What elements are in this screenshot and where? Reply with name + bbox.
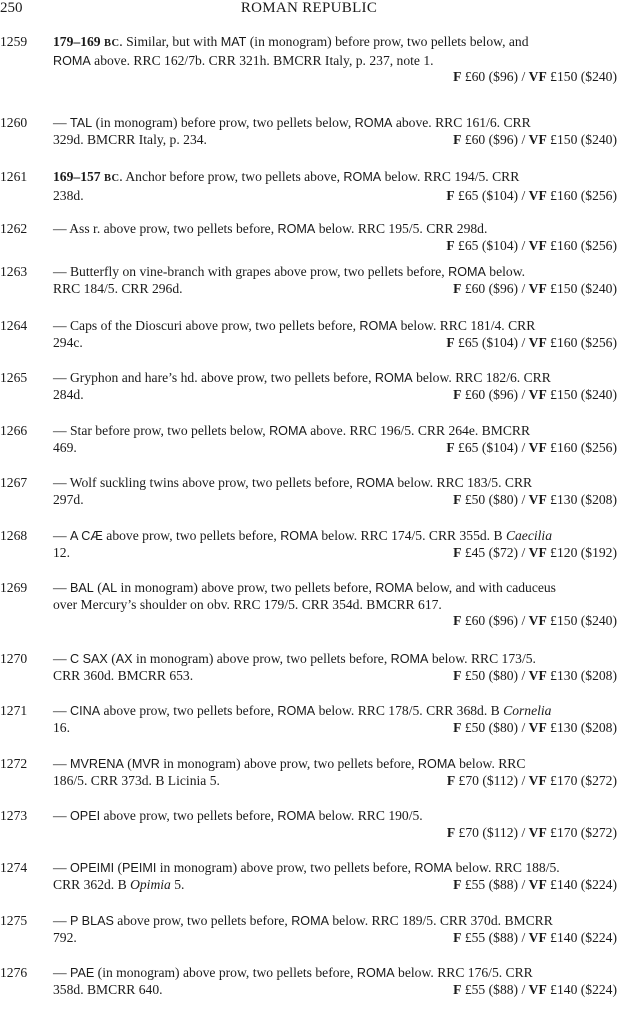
entry-description: 179–169 BC. Similar, but with MAT (in monogram) before prow, two pellets below, and ROMA above. RRC 162/7b. CRR 321h. BMCRR Italy, p. 237, note 1. F £60 ($96) / VF £150 ($240) xyxy=(53,34,617,84)
entry-number: 1263 xyxy=(0,264,28,279)
entry-number: 1274 xyxy=(0,860,28,875)
entry-description: — P BLAS above prow, two pellets before, ROMA below. RRC 189/5. CRR 370d. BMCRR 792. F £55 ($88) / VF £140 ($224) xyxy=(53,913,617,945)
entry-price: F £65 ($104) / VF £160 ($256) xyxy=(446,187,617,203)
entry-description: 169–157 BC. Anchor before prow, two pellets above, ROMA below. RRC 194/5. CRR 238d. F £65 ($104) / VF £160 ($256) xyxy=(53,169,617,203)
entry-number: 1268 xyxy=(0,528,28,543)
entry-number: 1262 xyxy=(0,221,28,236)
entry-price: F £55 ($88) / VF £140 ($224) xyxy=(453,876,617,892)
entry-price: F £50 ($80) / VF £130 ($208) xyxy=(453,491,617,507)
entry-number: 1265 xyxy=(0,370,28,385)
entry-number: 1264 xyxy=(0,318,28,333)
entry-description: — Ass r. above prow, two pellets before, ROMA below. RRC 195/5. CRR 298d. F £65 ($104) / VF £160 ($256) xyxy=(53,221,617,253)
entry-number: 1269 xyxy=(0,580,28,595)
entry-description: — OPEIMI (PEIMI in monogram) above prow, two pellets before, ROMA below. RRC 188/5. CRR 362d. B Opimia 5. F £55 ($88) / VF £140 ($224) xyxy=(53,860,617,892)
entry-description: — Caps of the Dioscuri above prow, two pellets before, ROMA below. RRC 181/4. CRR 294c. F £65 ($104) / VF £160 ($256) xyxy=(53,318,617,350)
entry-price: F £65 ($104) / VF £160 ($256) xyxy=(446,237,617,253)
entry-number: 1270 xyxy=(0,651,28,666)
entry-number: 1271 xyxy=(0,703,28,718)
entry-number: 1275 xyxy=(0,913,28,928)
page-number: 250 xyxy=(0,0,23,16)
entry-price: F £65 ($104) / VF £160 ($256) xyxy=(446,439,617,455)
entry-price: F £65 ($104) / VF £160 ($256) xyxy=(446,334,617,350)
entry-number: 1259 xyxy=(0,34,28,49)
running-head: ROMAN REPUBLIC xyxy=(240,0,378,16)
entry-description: — Gryphon and hare’s hd. above prow, two pellets before, ROMA below. RRC 182/6. CRR 284d. F £60 ($96) / VF £150 ($240) xyxy=(53,370,617,402)
entry-price: F £70 ($112) / VF £170 ($272) xyxy=(446,772,617,788)
entry-description: — Wolf suckling twins above prow, two pellets before, ROMA below. RRC 183/5. CRR 297d. F £50 ($80) / VF £130 ($208) xyxy=(53,475,617,507)
entry-description: — BAL (AL in monogram) above prow, two pellets before, ROMA below, and with caduceus over Mercury’s shoulder on obv. RRC 179/5. CRR 354d. BMCRR 617. F £60 ($96) / VF £150 ($240) xyxy=(53,580,617,628)
entry-description: — CINA above prow, two pellets before, ROMA below. RRC 178/5. CRR 368d. B Cornelia 16. F £50 ($80) / VF £130 ($208) xyxy=(53,703,617,735)
entry-description: — TAL (in monogram) before prow, two pellets below, ROMA above. RRC 161/6. CRR 329d. BMCRR Italy, p. 234. F £60 ($96) / VF £150 ($240) xyxy=(53,115,617,147)
entry-price: F £60 ($96) / VF £150 ($240) xyxy=(453,131,617,147)
entry-price: F £60 ($96) / VF £150 ($240) xyxy=(453,280,617,296)
entry-price: F £55 ($88) / VF £140 ($224) xyxy=(453,929,617,945)
entry-price: F £60 ($96) / VF £150 ($240) xyxy=(453,69,617,84)
entry-description: — MVRENA (MVR in monogram) above prow, two pellets before, ROMA below. RRC 186/5. CRR 373d. B Licinia 5. F £70 ($112) / VF £170 ($272) xyxy=(53,756,617,788)
entry-number: 1276 xyxy=(0,965,28,980)
entry-description: — Star before prow, two pellets below, ROMA above. RRC 196/5. CRR 264e. BMCRR 469. F £65 ($104) / VF £160 ($256) xyxy=(53,423,617,455)
entry-price: F £50 ($80) / VF £130 ($208) xyxy=(453,667,617,683)
entry-price: F £50 ($80) / VF £130 ($208) xyxy=(453,719,617,735)
entry-number: 1272 xyxy=(0,756,28,771)
entry-price: F £55 ($88) / VF £140 ($224) xyxy=(453,981,617,997)
entry-price: F £60 ($96) / VF £150 ($240) xyxy=(453,386,617,402)
entry-description: — A CÆ above prow, two pellets before, ROMA below. RRC 174/5. CRR 355d. B Caecilia 12. F £45 ($72) / VF £120 ($192) xyxy=(53,528,617,560)
entry-number: 1267 xyxy=(0,475,28,490)
entry-price: F £45 ($72) / VF £120 ($192) xyxy=(453,544,617,560)
entry-description: — Butterfly on vine-branch with grapes above prow, two pellets before, ROMA below. RRC 184/5. CRR 296d. F £60 ($96) / VF £150 ($240) xyxy=(53,264,617,296)
entry-number: 1266 xyxy=(0,423,28,438)
entry-number: 1261 xyxy=(0,169,28,184)
entry-description: — OPEI above prow, two pellets before, ROMA below. RRC 190/5. F £70 ($112) / VF £170 ($272) xyxy=(53,808,617,840)
entry-description: — PAE (in monogram) above prow, two pellets before, ROMA below. RRC 176/5. CRR 358d. BMCRR 640. F £55 ($88) / VF £140 ($224) xyxy=(53,965,617,997)
page-header xyxy=(0,0,618,18)
entry-price: F £60 ($96) / VF £150 ($240) xyxy=(453,613,617,628)
entry-number: 1273 xyxy=(0,808,28,823)
entry-price: F £70 ($112) / VF £170 ($272) xyxy=(446,824,617,840)
entry-number: 1260 xyxy=(0,115,28,130)
entry-description: — C SAX (AX in monogram) above prow, two pellets before, ROMA below. RRC 173/5. CRR 360d. BMCRR 653. F £50 ($80) / VF £130 ($208) xyxy=(53,651,617,683)
